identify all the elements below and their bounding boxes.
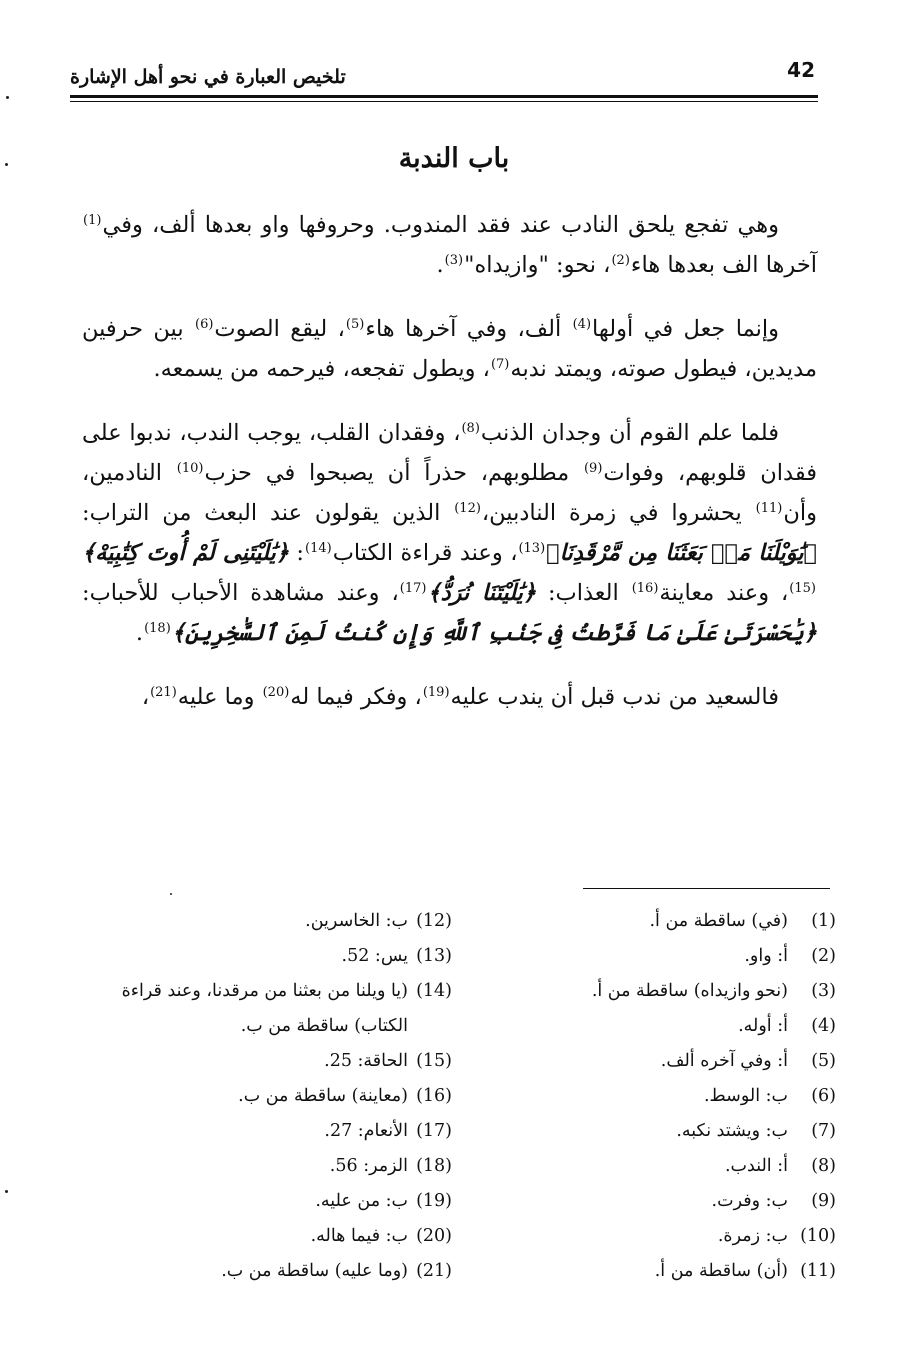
text-span: ، ليقع الصوت	[214, 316, 345, 342]
footnote-number: (15)	[416, 1051, 452, 1071]
footnote-text: أ: أوله.	[738, 1016, 788, 1036]
footnote-text: (معاينة) ساقطة من ب.	[238, 1086, 408, 1106]
text-span: وهي تفجع يلحق النادب عند فقد المندوب. وحروفها واو بعدها ألف، وفي	[102, 212, 779, 238]
footnote-ref-16: (16)	[631, 581, 659, 596]
footnote-10	[581, 1219, 836, 1254]
footnote-number: (10)	[800, 1226, 836, 1246]
footnote-number: (21)	[416, 1261, 452, 1281]
footnote-7	[581, 1114, 836, 1149]
footnote-11	[581, 1254, 836, 1289]
text-span: ، وعند معاينة	[659, 580, 789, 606]
chapter-title: باب الندبة	[398, 143, 510, 174]
text-span: ، ويطول تفجعه، فيرحمه من يسمعه.	[153, 356, 490, 382]
footnote-number: (4)	[811, 1016, 836, 1036]
footnote-ref-13: (13)	[518, 541, 546, 556]
header-rule-thick	[70, 95, 818, 98]
text-span: ،	[141, 684, 150, 710]
footnote-13	[82, 939, 452, 974]
footnote-number: (5)	[811, 1051, 836, 1071]
footnotes-right-column	[581, 904, 836, 1289]
quran-verse-1: ﴿يَٰوَيْلَنَا مَنۢ بَعَثَنَا مِن مَّرْقَدِنَا﴾	[546, 540, 817, 566]
scan-speck	[170, 893, 172, 895]
text-span: فلما علم القوم أن وجدان الذنب	[480, 420, 779, 446]
text-span: النادمين، وأن	[82, 460, 817, 526]
quran-verse-3: ﴿يَٰلَيْتَنَا نُرَدُّ﴾	[427, 580, 537, 606]
footnote-text: يس: 52.	[341, 946, 408, 966]
footnote-ref-10: (10)	[176, 461, 204, 476]
footnote-text: أ: الندب.	[724, 1156, 788, 1176]
footnote-number: (11)	[800, 1261, 836, 1281]
footnote-5	[581, 1044, 836, 1079]
scan-speck	[6, 96, 9, 99]
footnote-15	[82, 1044, 452, 1079]
footnote-number: (12)	[416, 911, 452, 931]
footnote-text: الزمر: 56.	[329, 1156, 408, 1176]
paragraph-1	[82, 205, 817, 285]
footnote-text: (يا ويلنا من بعثنا من مرقدنا، وعند قراءة الكتاب) ساقطة من ب.	[121, 981, 408, 1036]
footnote-6	[581, 1079, 836, 1114]
running-head	[70, 58, 815, 98]
scan-speck	[5, 163, 8, 166]
footnote-text: ب: من عليه.	[315, 1191, 408, 1211]
footnote-separator	[583, 888, 830, 889]
footnote-ref-14: (14)	[305, 541, 332, 556]
text-span: العذاب:	[536, 580, 631, 606]
footnote-ref-17: (17)	[399, 581, 427, 596]
footnote-text: أ: واو.	[744, 946, 788, 966]
footnote-16	[82, 1079, 452, 1114]
footnote-ref-1: (1)	[83, 213, 102, 228]
footnote-ref-2: (2)	[611, 253, 630, 268]
quran-verse-2: ﴿يَٰلَيْتَنِى لَمْ أُوتَ كِتَٰبِيَهْ﴾	[82, 540, 289, 566]
footnote-text: ب: ويشتد نكبه.	[676, 1121, 788, 1141]
text-span: ، وعند مشاهدة الأحباب للأحباب:	[82, 580, 399, 606]
text-span: وإنما جعل في أولها	[592, 316, 779, 342]
text-span: بين حرفين مديدين، فيطول صوته، ويمتد ندبه	[82, 316, 817, 382]
footnote-number: (14)	[416, 981, 452, 1001]
footnote-number: (1)	[811, 911, 836, 931]
text-span: مطلوبهم، حذراً أن يصبحوا في حزب	[204, 460, 583, 486]
paragraph-2	[82, 309, 817, 389]
footnote-ref-11: (11)	[755, 501, 783, 516]
text-span: ، وفقدان القلب، يوجب الندب، ندبوا على فقدان قلوبهم، وفوات	[82, 420, 817, 486]
footnote-number: (8)	[811, 1156, 836, 1176]
header-rule-thin	[70, 101, 818, 102]
footnote-text: الحاقة: 25.	[324, 1051, 408, 1071]
footnote-14	[82, 974, 452, 1044]
footnote-8	[581, 1149, 836, 1184]
footnote-ref-21: (21)	[150, 685, 177, 700]
footnote-ref-7: (7)	[490, 357, 510, 372]
footnote-ref-18: (18)	[144, 621, 171, 636]
footnote-ref-4: (4)	[572, 317, 592, 332]
footnote-4	[581, 1009, 836, 1044]
footnote-number: (16)	[416, 1086, 452, 1106]
footnote-text: (نحو وازيداه) ساقطة من أ.	[591, 981, 788, 1001]
paragraph-3	[82, 413, 817, 653]
footnote-ref-5: (5)	[345, 317, 365, 332]
footnote-text: (وما عليه) ساقطة من ب.	[221, 1261, 408, 1281]
footnote-21	[82, 1254, 452, 1289]
footnote-3	[581, 974, 836, 1009]
footnote-ref-6: (6)	[194, 317, 214, 332]
footnote-ref-15: (15)	[789, 581, 816, 596]
page-number: 42	[787, 58, 815, 82]
footnote-ref-20: (20)	[262, 685, 290, 700]
footnote-1	[581, 904, 836, 939]
text-span: ، وفكر فيما له	[290, 684, 422, 710]
footnotes-left-column	[82, 904, 452, 1289]
footnote-ref-3: (3)	[444, 253, 464, 268]
footnote-ref-9: (9)	[583, 461, 603, 476]
footnote-2	[581, 939, 836, 974]
footnote-number: (20)	[416, 1226, 452, 1246]
footnote-ref-12: (12)	[454, 501, 481, 516]
footnote-number: (6)	[811, 1086, 836, 1106]
text-span: ، نحو: "وازيداه"	[464, 252, 611, 278]
paragraph-4	[82, 677, 817, 717]
text-span: الذين يقولون عند البعث من التراب:	[82, 500, 454, 526]
footnote-number: (17)	[416, 1121, 452, 1141]
footnote-number: (2)	[811, 946, 836, 966]
footnote-number: (19)	[416, 1191, 452, 1211]
footnote-9	[581, 1184, 836, 1219]
scan-speck	[5, 1190, 8, 1193]
footnote-text: (أن) ساقطة من أ.	[654, 1261, 788, 1281]
running-title: تلخيص العبارة في نحو أهل الإشارة	[70, 66, 346, 88]
quran-verse-4: ﴿يَٰحَسْرَتَىٰ عَلَىٰ مَا فَرَّطتُ فِى جَنۢبِ ٱللَّهِ وَإِن كُنتُ لَمِنَ ٱلسَّٰخِرِينَ﴾	[171, 620, 817, 646]
text-span: فالسعيد من ندب قبل أن يندب عليه	[450, 684, 779, 710]
body-text	[82, 205, 817, 741]
footnote-text: أ: وفي آخره ألف.	[660, 1051, 788, 1071]
footnote-number: (18)	[416, 1156, 452, 1176]
footnote-number: (7)	[811, 1121, 836, 1141]
footnote-17	[82, 1114, 452, 1149]
text-span: ، وعند قراءة الكتاب	[332, 540, 518, 566]
footnote-ref-19: (19)	[422, 685, 450, 700]
footnote-number: (9)	[811, 1191, 836, 1211]
text-span: .	[436, 252, 444, 278]
footnote-18	[82, 1149, 452, 1184]
text-span: آخرها الف بعدها هاء	[630, 252, 817, 278]
text-span: ألف، وفي آخرها هاء	[365, 316, 572, 342]
footnote-text: ب: زمرة.	[717, 1226, 788, 1246]
footnote-20	[82, 1219, 452, 1254]
footnote-19	[82, 1184, 452, 1219]
footnote-text: ب: فيما هاله.	[310, 1226, 408, 1246]
text-span: .	[135, 620, 144, 646]
footnote-text: ب: وفرت.	[711, 1191, 788, 1211]
text-span: وما عليه	[177, 684, 262, 710]
footnote-number: (3)	[811, 981, 836, 1001]
text-span: :	[288, 540, 305, 566]
text-span: يحشروا في زمرة النادبين،	[481, 500, 755, 526]
footnote-ref-8: (8)	[461, 421, 480, 436]
footnote-text: الأنعام: 27.	[324, 1121, 408, 1141]
footnote-12	[82, 904, 452, 939]
footnote-number: (13)	[416, 946, 452, 966]
footnote-text: ب: الوسط.	[703, 1086, 788, 1106]
footnote-text: ب: الخاسرين.	[305, 911, 408, 931]
footnote-text: (في) ساقطة من أ.	[649, 911, 788, 931]
